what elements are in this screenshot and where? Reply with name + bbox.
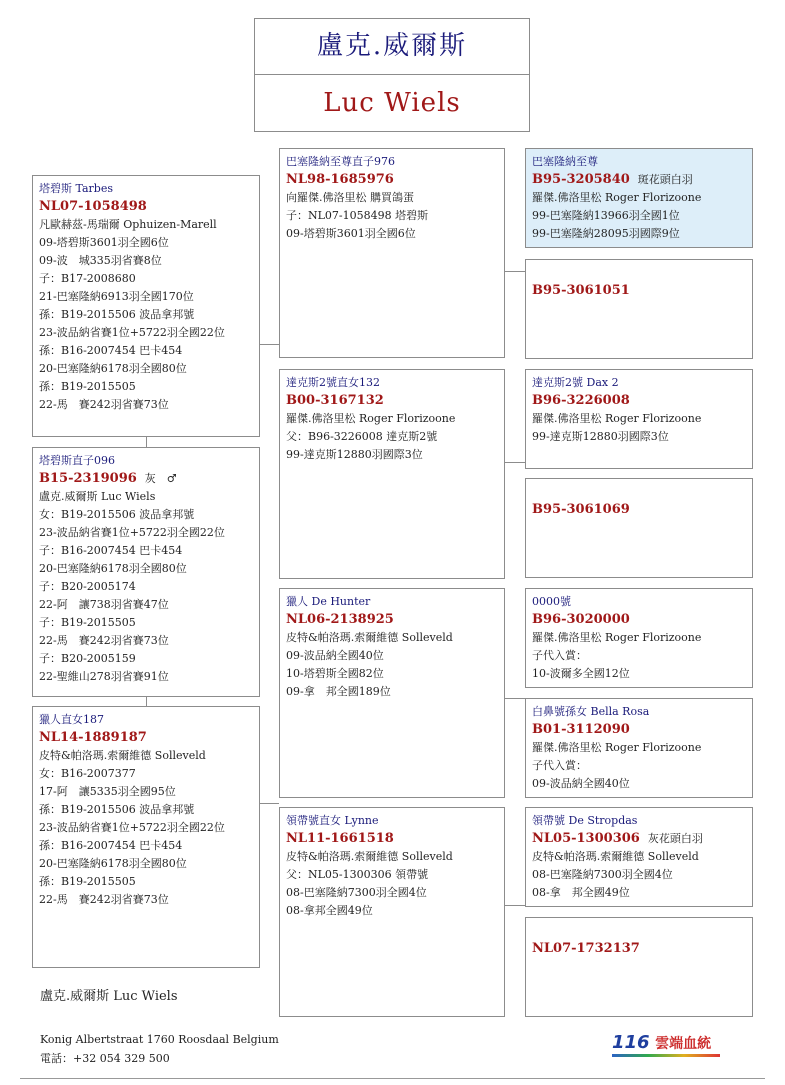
detail-line: 08-拿 邦全國49位: [532, 886, 630, 899]
detail-line: 皮特&帕洛瑪.索爾維德 Solleveld: [286, 631, 453, 644]
ggsire-3-box: [525, 588, 753, 688]
connector-line: [504, 698, 525, 699]
detail-line: 22-聖維山278羽省賽91位: [39, 670, 169, 683]
detail-line: 09-波品納全國40位: [286, 649, 384, 662]
detail-line: 09-拿 邦全國189位: [286, 685, 391, 698]
detail-line: 盧克.威爾斯 Luc Wiels: [39, 490, 156, 503]
connector-line: [146, 437, 147, 447]
detail-line: 羅傑.佛洛里松 Roger Florizoone: [286, 412, 456, 425]
detail-line: 08-巴塞隆納7300羽全國4位: [286, 886, 427, 899]
detail-line: 孫：B19-2015505: [39, 380, 136, 393]
bird-name: 領帶號 De Stropdas: [532, 814, 638, 827]
connector-line: [259, 803, 279, 804]
grandsire-paternal-box: [279, 148, 505, 358]
detail-line: 99-達克斯12880羽國際3位: [286, 448, 423, 461]
granddam-maternal-box: [279, 807, 505, 1017]
ring-number-text: NL05-1300306: [532, 831, 640, 846]
connector-line: [504, 271, 525, 272]
connector-line: [259, 344, 279, 345]
bird-name: 塔碧斯 Tarbes: [39, 182, 113, 195]
detail-line: 父：NL05-1300306 領帶號: [286, 868, 429, 881]
ring-number: NL11-1661518: [286, 831, 394, 846]
ring-number-text: B15-2319096: [39, 471, 137, 486]
detail-line: 子：B16-2007454 巴卡454: [39, 544, 183, 557]
detail-line: 子：B20-2005174: [39, 580, 136, 593]
detail-line: 皮特&帕洛瑪.索爾維德 Solleveld: [39, 749, 206, 762]
footer-owner: 盧克.威爾斯 Luc Wiels: [40, 989, 178, 1004]
footer-address: Konig Albertstraat 1760 Roosdaal Belgium: [40, 1033, 279, 1046]
detail-line: 99-巴塞隆納13966羽全國1位: [532, 209, 680, 222]
detail-line: 皮特&帕洛瑪.索爾維德 Solleveld: [532, 850, 699, 863]
detail-line: 羅傑.佛洛里松 Roger Florizoone: [532, 191, 702, 204]
ring-number: NL14-1889187: [39, 730, 147, 745]
ring-number: [532, 830, 746, 848]
detail-line: 皮特&帕洛瑪.索爾維德 Solleveld: [286, 850, 453, 863]
detail-line: 20-巴塞隆納6178羽全國80位: [39, 362, 187, 375]
ring-number: NL98-1685976: [286, 172, 394, 187]
detail-line: 羅傑.佛洛里松 Roger Florizoone: [532, 631, 702, 644]
granddam-paternal-box: [279, 369, 505, 579]
detail-line: 23-波品納省賽1位+5722羽全國22位: [39, 526, 225, 539]
bird-name: 領帶號直女 Lynne: [286, 814, 379, 827]
ggdam-1-box: [525, 259, 753, 359]
detail-line: 子：B20-2005159: [39, 652, 136, 665]
owner-title-english: Luc Wiels: [323, 88, 461, 118]
bird-name: 獵人 De Hunter: [286, 595, 371, 608]
detail-line: 17-阿 讓5335羽全國95位: [39, 785, 176, 798]
plumage-color: 斑花頭白羽: [637, 173, 693, 186]
detail-line: 子代入賞：: [532, 649, 587, 662]
detail-line: 孫：B16-2007454 巴卡454: [39, 839, 183, 852]
detail-line: 子：B17-2008680: [39, 272, 136, 285]
connector-line: [146, 697, 147, 706]
self-box: [32, 447, 260, 697]
ring-number: NL07-1732137: [532, 941, 640, 956]
detail-line: 22-馬 賽242羽省賽73位: [39, 634, 169, 647]
bird-name: 達克斯2號直女132: [286, 376, 380, 389]
brand-text: 雲端血統: [655, 1036, 712, 1052]
ggsire-4-box: [525, 807, 753, 907]
connector-line: [504, 462, 525, 463]
detail-line: 22-阿 讓738羽省賽47位: [39, 598, 169, 611]
brand-logo: [612, 1032, 711, 1053]
bottom-divider: [20, 1078, 765, 1079]
ring-number: B00-3167132: [286, 393, 384, 408]
ring-number: B95-3061069: [532, 502, 630, 517]
bird-name: 白鼻號孫女 Bella Rosa: [532, 705, 650, 718]
detail-line: 羅傑.佛洛里松 Roger Florizoone: [532, 741, 702, 754]
detail-line: 女：B16-2007377: [39, 767, 136, 780]
ring-number: B95-3061051: [532, 283, 630, 298]
detail-line: 09-塔碧斯3601羽全國6位: [39, 236, 169, 249]
ggdam-2-box: [525, 478, 753, 578]
detail-line: 孫：B19-2015505: [39, 875, 136, 888]
bird-name: 巴塞隆納至尊: [532, 155, 598, 168]
footer-phone: 電話：+32 054 329 500: [40, 1052, 170, 1065]
detail-line: 孫：B16-2007454 巴卡454: [39, 344, 183, 357]
detail-line: 凡歐赫茲-馬瑞爾 Ophuizen-Marell: [39, 218, 217, 231]
ggsire-1-box: [525, 148, 753, 248]
bird-name: 塔碧斯直子096: [39, 454, 115, 467]
detail-line: 20-巴塞隆納6178羽全國80位: [39, 562, 187, 575]
ring-number: [39, 470, 253, 488]
detail-line: 子代入賞：: [532, 759, 587, 772]
detail-line: 09-波 城335羽省賽8位: [39, 254, 162, 267]
ring-number-text: B95-3205840: [532, 172, 630, 187]
ring-number: B96-3226008: [532, 393, 630, 408]
detail-line: 孫：B19-2015506 波品拿邦號: [39, 308, 195, 321]
ring-number: [532, 171, 746, 189]
detail-line: 99-達克斯12880羽國際3位: [532, 430, 669, 443]
ggsire-2-box: [525, 369, 753, 469]
brand-underline: [612, 1054, 720, 1057]
detail-line: 父：B96-3226008 達克斯2號: [286, 430, 438, 443]
dam-box: [32, 706, 260, 968]
color-sex: 灰 ♂: [144, 472, 177, 485]
ggdam-4-box: [525, 917, 753, 1017]
sire-box: [32, 175, 260, 437]
detail-line: 10-塔碧斯全國82位: [286, 667, 384, 680]
pedigree-header: [254, 18, 530, 132]
detail-line: 羅傑.佛洛里松 Roger Florizoone: [532, 412, 702, 425]
detail-line: 22-馬 賽242羽省賽73位: [39, 893, 169, 906]
bird-name: 巴塞隆納至尊直子976: [286, 155, 395, 168]
ggdam-3-box: [525, 698, 753, 798]
detail-line: 99-巴塞隆納28095羽國際9位: [532, 227, 680, 240]
plumage-color: 灰花頭白羽: [647, 832, 703, 845]
detail-line: 09-波品納全國40位: [532, 777, 630, 790]
bird-name: 達克斯2號 Dax 2: [532, 376, 619, 389]
detail-line: 子：B19-2015505: [39, 616, 136, 629]
detail-line: 孫：B19-2015506 波品拿邦號: [39, 803, 195, 816]
detail-line: 21-巴塞隆納6913羽全國170位: [39, 290, 194, 303]
detail-line: 23-波品納省賽1位+5722羽全國22位: [39, 326, 225, 339]
owner-title-chinese: 盧克.威爾斯: [255, 19, 529, 75]
detail-line: 20-巴塞隆納6178羽全國80位: [39, 857, 187, 870]
bird-name: 0000號: [532, 595, 571, 608]
detail-line: 23-波品納省賽1位+5722羽全國22位: [39, 821, 225, 834]
ring-number: B01-3112090: [532, 722, 630, 737]
ring-number: NL06-2138925: [286, 612, 394, 627]
detail-line: 向羅傑.佛洛里松 購買鴿蛋: [286, 191, 414, 204]
grandsire-maternal-box: [279, 588, 505, 798]
ring-number: B96-3020000: [532, 612, 630, 627]
ring-number: NL07-1058498: [39, 199, 147, 214]
detail-line: 08-拿邦全國49位: [286, 904, 373, 917]
detail-line: 子：NL07-1058498 塔碧斯: [286, 209, 429, 222]
detail-line: 09-塔碧斯3601羽全國6位: [286, 227, 416, 240]
detail-line: 08-巴塞隆納7300羽全國4位: [532, 868, 673, 881]
connector-line: [504, 905, 525, 906]
brand-number: 116: [612, 1032, 650, 1053]
bird-name: 獵人直女187: [39, 713, 104, 726]
detail-line: 10-波爾多全國12位: [532, 667, 630, 680]
detail-line: 22-馬 賽242羽省賽73位: [39, 398, 169, 411]
detail-line: 女：B19-2015506 波品拿邦號: [39, 508, 195, 521]
